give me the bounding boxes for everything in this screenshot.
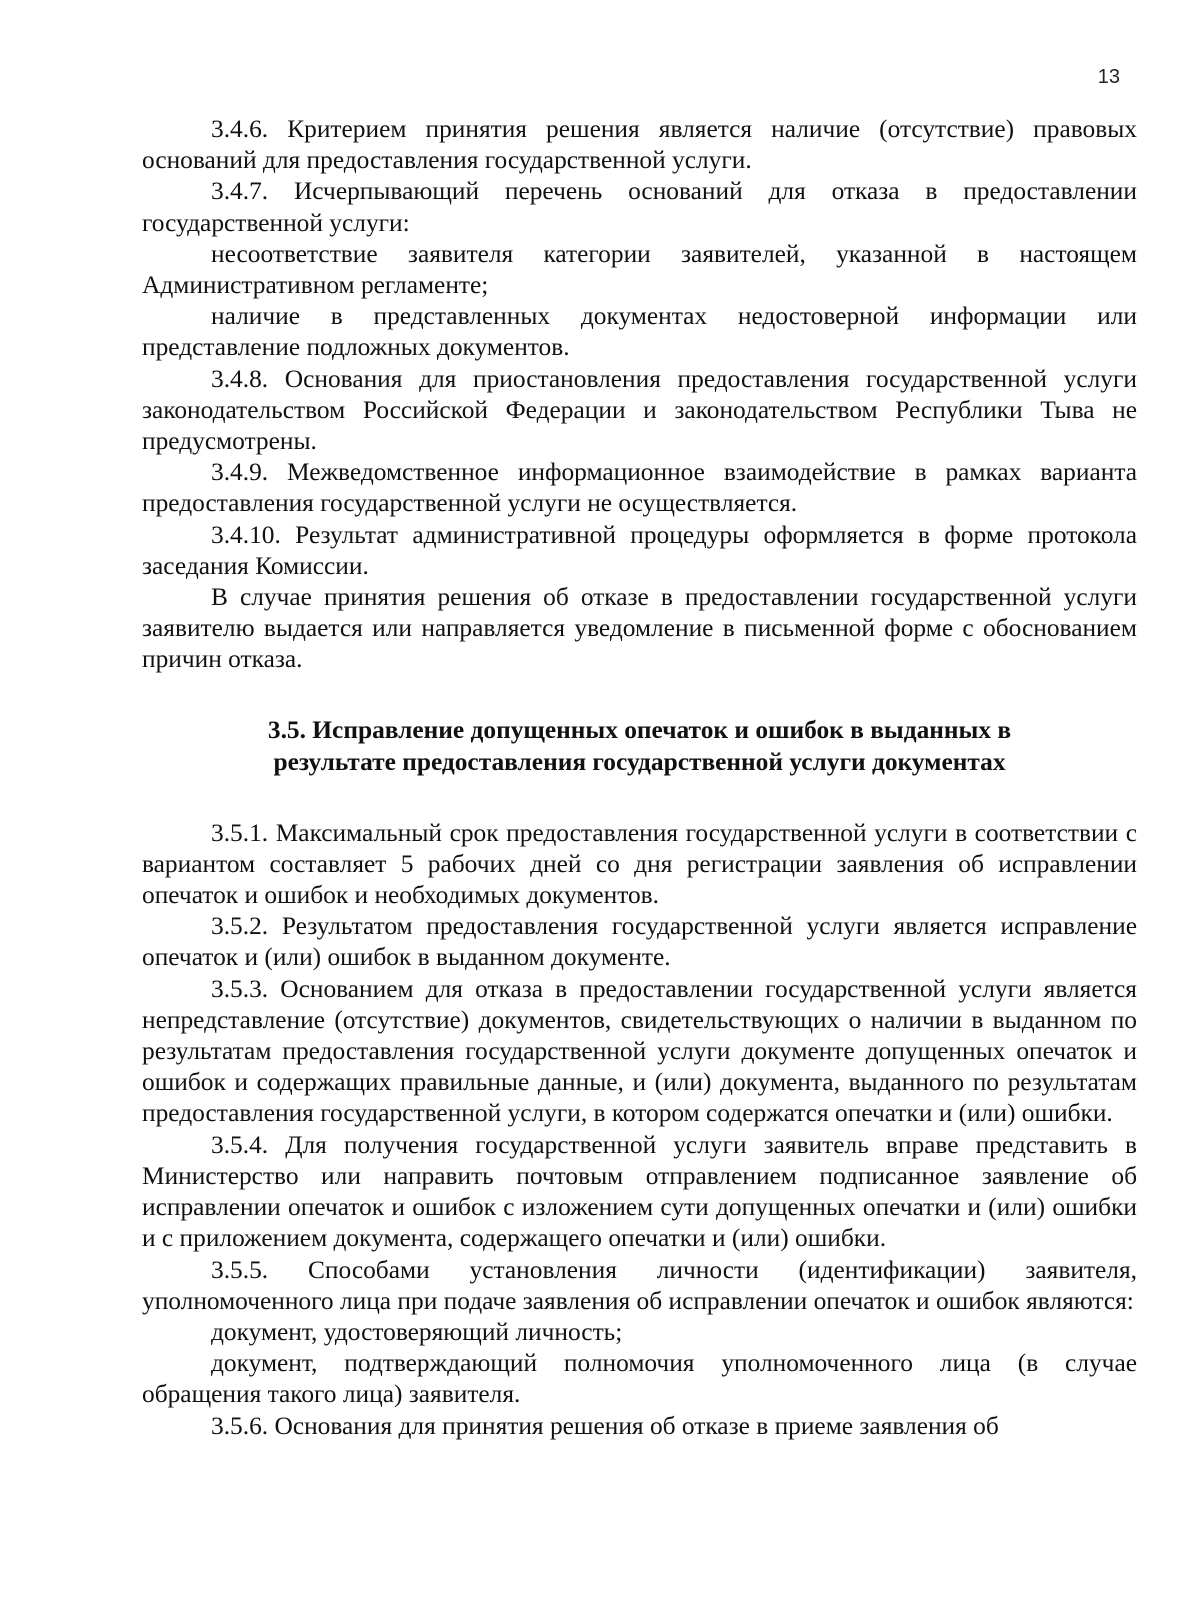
paragraph-identity-document: документ, удостоверяющий личность; (211, 1317, 623, 1346)
document-body (142, 114, 1137, 1442)
paragraph-3-4-6: 3.4.6. Критерием принятия решения является наличие (отсутствие) правовых оснований для предоставления государственной услуги. (142, 115, 1137, 175)
section-heading-line-2: результате предоставления государственной услуги документах (273, 747, 1006, 776)
paragraph-3-5-5: 3.5.5. Способами установления личности (идентификации) заявителя, уполномоченного лица при подаче заявления об исправлении опечаток и ошибок являются: (142, 1255, 1137, 1315)
paragraph-3-4-10: 3.4.10. Результат административной процедуры оформляется в форме протокола заседания Комиссии. (142, 520, 1137, 580)
paragraph-refusal-ground-1: несоответствие заявителя категории заявителей, указанной в настоящем Административном регламенте; (142, 239, 1137, 300)
paragraph-3-5-4: 3.5.4. Для получения государственной услуги заявитель вправе представить в Министерство или направить почтовым отправлением подписанное заявление об исправлении опечаток и ошибок с изложением сути допущенных опечатки и (или) ошибки и с приложением документа, содержащего опечатки и (или) ошибки. (142, 1130, 1137, 1253)
paragraph-refusal-ground-2: наличие в представленных документах недостоверной информации или представление подложных документов. (142, 302, 1137, 362)
paragraph-3-5-3: 3.5.3. Основанием для отказа в предоставлении государственной услуги является непредставление (отсутствие) документов, свидетельствующих о наличии в выданном по результатам предоставления государственной услуги документе допущенных опечаток и ошибок и содержащих правильные данные, и (или) документа, выданного по результатам предоставления государственной услуги, в котором содержатся опечатки и (или) ошибки. (142, 974, 1137, 1128)
paragraph-refusal-notice: В случае принятия решения об отказе в предоставлении государственной услуги заявителю выдается или направляется уведомление в письменной форме с обоснованием причин отказа. (142, 583, 1137, 674)
section-heading-3-5 (142, 714, 1137, 778)
paragraph-3-5-6: 3.5.6. Основания для принятия решения об отказе в приеме заявления об (211, 1411, 999, 1440)
paragraph-3-5-2: 3.5.2. Результатом предоставления государственной услуги является исправление опечаток и (или) ошибок в выданном документе. (142, 912, 1137, 972)
page-number: 13 (1097, 66, 1120, 88)
section-heading-line-1: 3.5. Исправление допущенных опечаток и ошибок в выданных в (267, 715, 1012, 744)
paragraph-3-5-1: 3.5.1. Максимальный срок предоставления государственной услуги в соответствии с вариантом составляет 5 рабочих дней со дня регистрации заявления об исправлении опечаток и ошибок и необходимых документов. (142, 818, 1137, 910)
paragraph-authority-document: документ, подтверждающий полномочия уполномоченного лица (в случае обращения такого лица) заявителя. (142, 1349, 1137, 1409)
paragraph-3-4-9: 3.4.9. Межведомственное информационное взаимодействие в рамках варианта предоставления государственной услуги не осуществляется. (142, 458, 1137, 518)
paragraph-3-4-7: 3.4.7. Исчерпывающий перечень оснований для отказа в предоставлении государственной услуги: (142, 177, 1137, 237)
paragraph-3-4-8: 3.4.8. Основания для приостановления предоставления государственной услуги законодательством Российской Федерации и законодательством Республики Тыва не предусмотрены. (142, 364, 1137, 456)
